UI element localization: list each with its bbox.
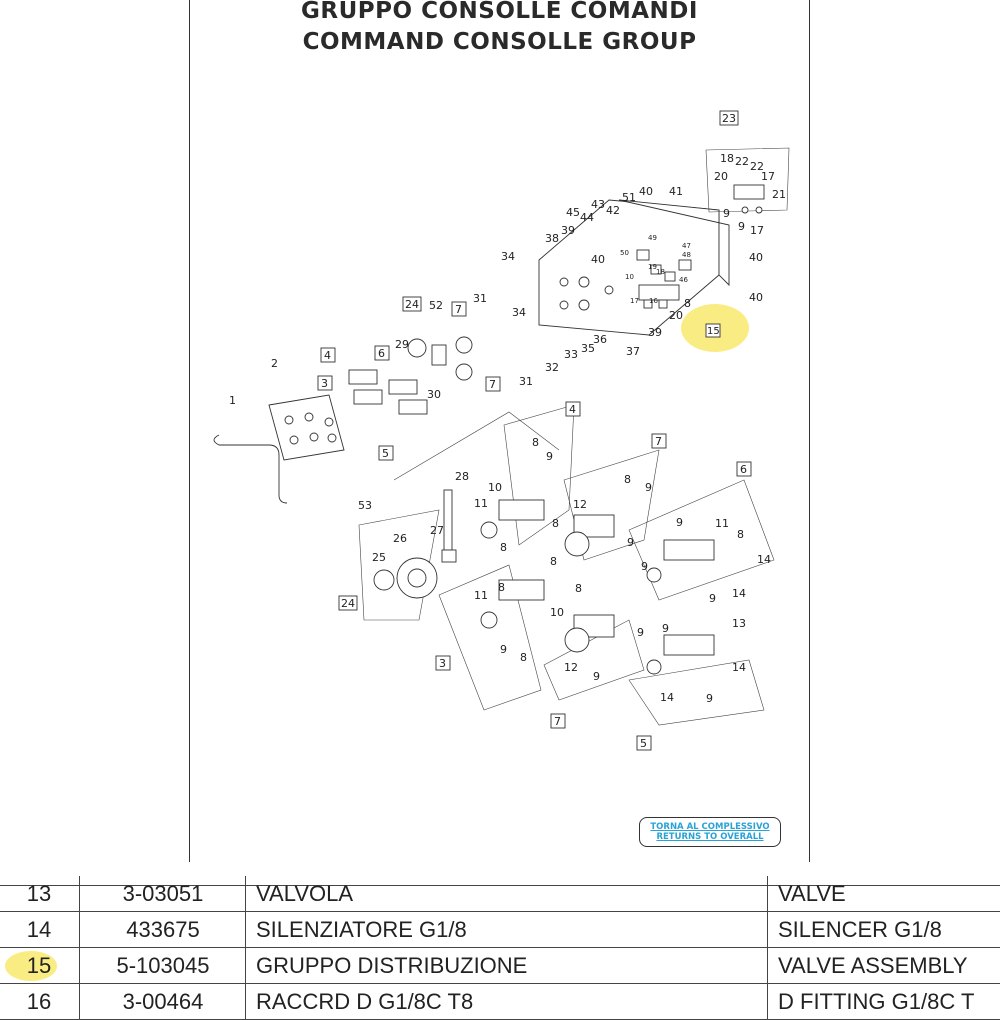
label-6: 6 — [378, 347, 385, 360]
label-50: 50 — [620, 249, 629, 257]
label-9: 9 — [645, 481, 652, 494]
label-41: 41 — [669, 185, 683, 198]
label-9: 9 — [641, 560, 648, 573]
label-42: 42 — [606, 204, 620, 217]
label-20: 20 — [714, 170, 728, 183]
cell-code: 3-00464 — [79, 984, 246, 1019]
label-44: 44 — [580, 211, 594, 224]
label-53: 53 — [358, 499, 372, 512]
returns-to-overall-link[interactable] — [639, 817, 781, 847]
cell-code: 433675 — [79, 912, 246, 947]
label-31: 31 — [473, 292, 487, 305]
label-22: 22 — [735, 155, 749, 168]
cell-position: 15 — [26, 953, 52, 978]
label-52: 52 — [429, 299, 443, 312]
label-8: 8 — [500, 541, 507, 554]
label-43: 43 — [591, 198, 605, 211]
label-36: 36 — [593, 333, 607, 346]
cell-description-it: VALVOLA — [245, 876, 767, 911]
label-1: 1 — [229, 394, 236, 407]
cell-position: 14 — [26, 917, 52, 942]
label-8: 8 — [684, 297, 691, 310]
label-47: 47 — [682, 242, 691, 250]
label-30: 30 — [427, 388, 441, 401]
cell-description-it: SILENZIATORE G1/8 — [245, 912, 767, 947]
label-11: 11 — [715, 517, 729, 530]
label-10: 10 — [488, 481, 502, 494]
label-8: 8 — [737, 528, 744, 541]
label-35: 35 — [581, 342, 595, 355]
label-8: 8 — [532, 436, 539, 449]
label-9: 9 — [709, 592, 716, 605]
label-14: 14 — [732, 587, 746, 600]
label-9: 9 — [676, 516, 683, 529]
cell-code: 3-03051 — [79, 876, 246, 911]
label-19: 19 — [648, 263, 657, 271]
label-14: 14 — [660, 691, 674, 704]
front-plate-drawing — [214, 395, 344, 503]
label-15: 15 — [707, 326, 720, 337]
label-14: 14 — [732, 661, 746, 674]
label-4: 4 — [569, 403, 576, 416]
consolle-box-drawing — [539, 200, 729, 335]
label-18: 18 — [656, 268, 665, 276]
label-8: 8 — [520, 651, 527, 664]
label-6: 6 — [740, 463, 747, 476]
label-9: 9 — [738, 220, 745, 233]
label-34: 34 — [501, 250, 515, 263]
lower-groups-outline — [359, 405, 774, 725]
label-9: 9 — [706, 692, 713, 705]
label-8: 8 — [552, 517, 559, 530]
cell-description-it: GRUPPO DISTRIBUZIONE — [245, 948, 767, 983]
label-8: 8 — [575, 582, 582, 595]
label-12: 12 — [573, 498, 587, 511]
label-17: 17 — [630, 297, 639, 305]
label-8: 8 — [550, 555, 557, 568]
cell-description-en: D FITTING G1/8C T — [767, 984, 1000, 1019]
label-9: 9 — [593, 670, 600, 683]
label-7: 7 — [554, 715, 561, 728]
label-17: 17 — [761, 170, 775, 183]
label-9: 9 — [546, 450, 553, 463]
label-9: 9 — [500, 643, 507, 656]
label-14: 14 — [757, 553, 771, 566]
title-italian: GRUPPO CONSOLLE COMANDI — [301, 0, 698, 24]
label-22: 22 — [750, 160, 764, 173]
label-10: 10 — [625, 273, 634, 281]
label-7: 7 — [489, 378, 496, 391]
cell-description-it: RACCRD D G1/8C T8 — [245, 984, 767, 1019]
label-37: 37 — [626, 345, 640, 358]
label-40: 40 — [749, 291, 763, 304]
label-28: 28 — [455, 470, 469, 483]
label-2: 2 — [271, 357, 278, 370]
label-11: 11 — [474, 497, 488, 510]
label-11: 11 — [474, 589, 488, 602]
label-18: 18 — [720, 152, 734, 165]
table-row — [0, 948, 1000, 984]
label-27: 27 — [430, 524, 444, 537]
label-39: 39 — [561, 224, 575, 237]
label-8: 8 — [624, 473, 631, 486]
label-39: 39 — [648, 326, 662, 339]
label-7: 7 — [455, 303, 462, 316]
label-5: 5 — [640, 737, 647, 750]
label-46: 46 — [679, 276, 688, 284]
cell-position: 13 — [26, 881, 52, 906]
label-17: 17 — [750, 224, 764, 237]
label-48: 48 — [682, 251, 691, 259]
label-13: 13 — [732, 617, 746, 630]
label-40: 40 — [591, 253, 605, 266]
label-8: 8 — [498, 581, 505, 594]
cell-position: 16 — [26, 989, 52, 1014]
cell-description-en: VALVE — [767, 876, 1000, 911]
label-9: 9 — [637, 626, 644, 639]
cell-description-en: VALVE ASSEMBLY — [767, 948, 1000, 983]
switch-cluster-drawing — [349, 337, 472, 414]
cell-code: 5-103045 — [79, 948, 246, 983]
label-20: 20 — [669, 309, 683, 322]
return-link-english: RETURNS TO OVERALL — [656, 832, 764, 842]
label-3: 3 — [439, 657, 446, 670]
parts-table — [0, 881, 1000, 1014]
label-49: 49 — [648, 234, 657, 242]
label-10: 10 — [550, 606, 564, 619]
label-23: 23 — [722, 112, 736, 125]
table-row — [0, 876, 1000, 912]
label-45: 45 — [566, 206, 580, 219]
label-31: 31 — [519, 375, 533, 388]
label-40: 40 — [749, 251, 763, 264]
label-38: 38 — [545, 232, 559, 245]
cell-description-en: SILENCER G1/8 — [767, 912, 1000, 947]
label-24: 24 — [341, 597, 355, 610]
label-7: 7 — [655, 435, 662, 448]
label-40: 40 — [639, 185, 653, 198]
exploded-diagram — [189, 60, 809, 760]
return-link-italian: TORNA AL COMPLESSIVO — [650, 822, 770, 832]
label-3: 3 — [321, 377, 328, 390]
label-32: 32 — [545, 361, 559, 374]
table-row — [0, 984, 1000, 1020]
label-26: 26 — [393, 532, 407, 545]
label-5: 5 — [382, 447, 389, 460]
label-16: 16 — [649, 297, 658, 305]
label-21: 21 — [772, 188, 786, 201]
label-33: 33 — [564, 348, 578, 361]
title-english: COMMAND CONSOLLE GROUP — [302, 29, 697, 55]
label-9: 9 — [662, 622, 669, 635]
label-51: 51 — [622, 191, 636, 204]
label-34: 34 — [512, 306, 526, 319]
label-25: 25 — [372, 551, 386, 564]
label-9: 9 — [723, 207, 730, 220]
label-29: 29 — [395, 338, 409, 351]
label-4: 4 — [324, 349, 331, 362]
table-row — [0, 912, 1000, 948]
label-24: 24 — [405, 298, 419, 311]
label-12: 12 — [564, 661, 578, 674]
label-9: 9 — [627, 536, 634, 549]
